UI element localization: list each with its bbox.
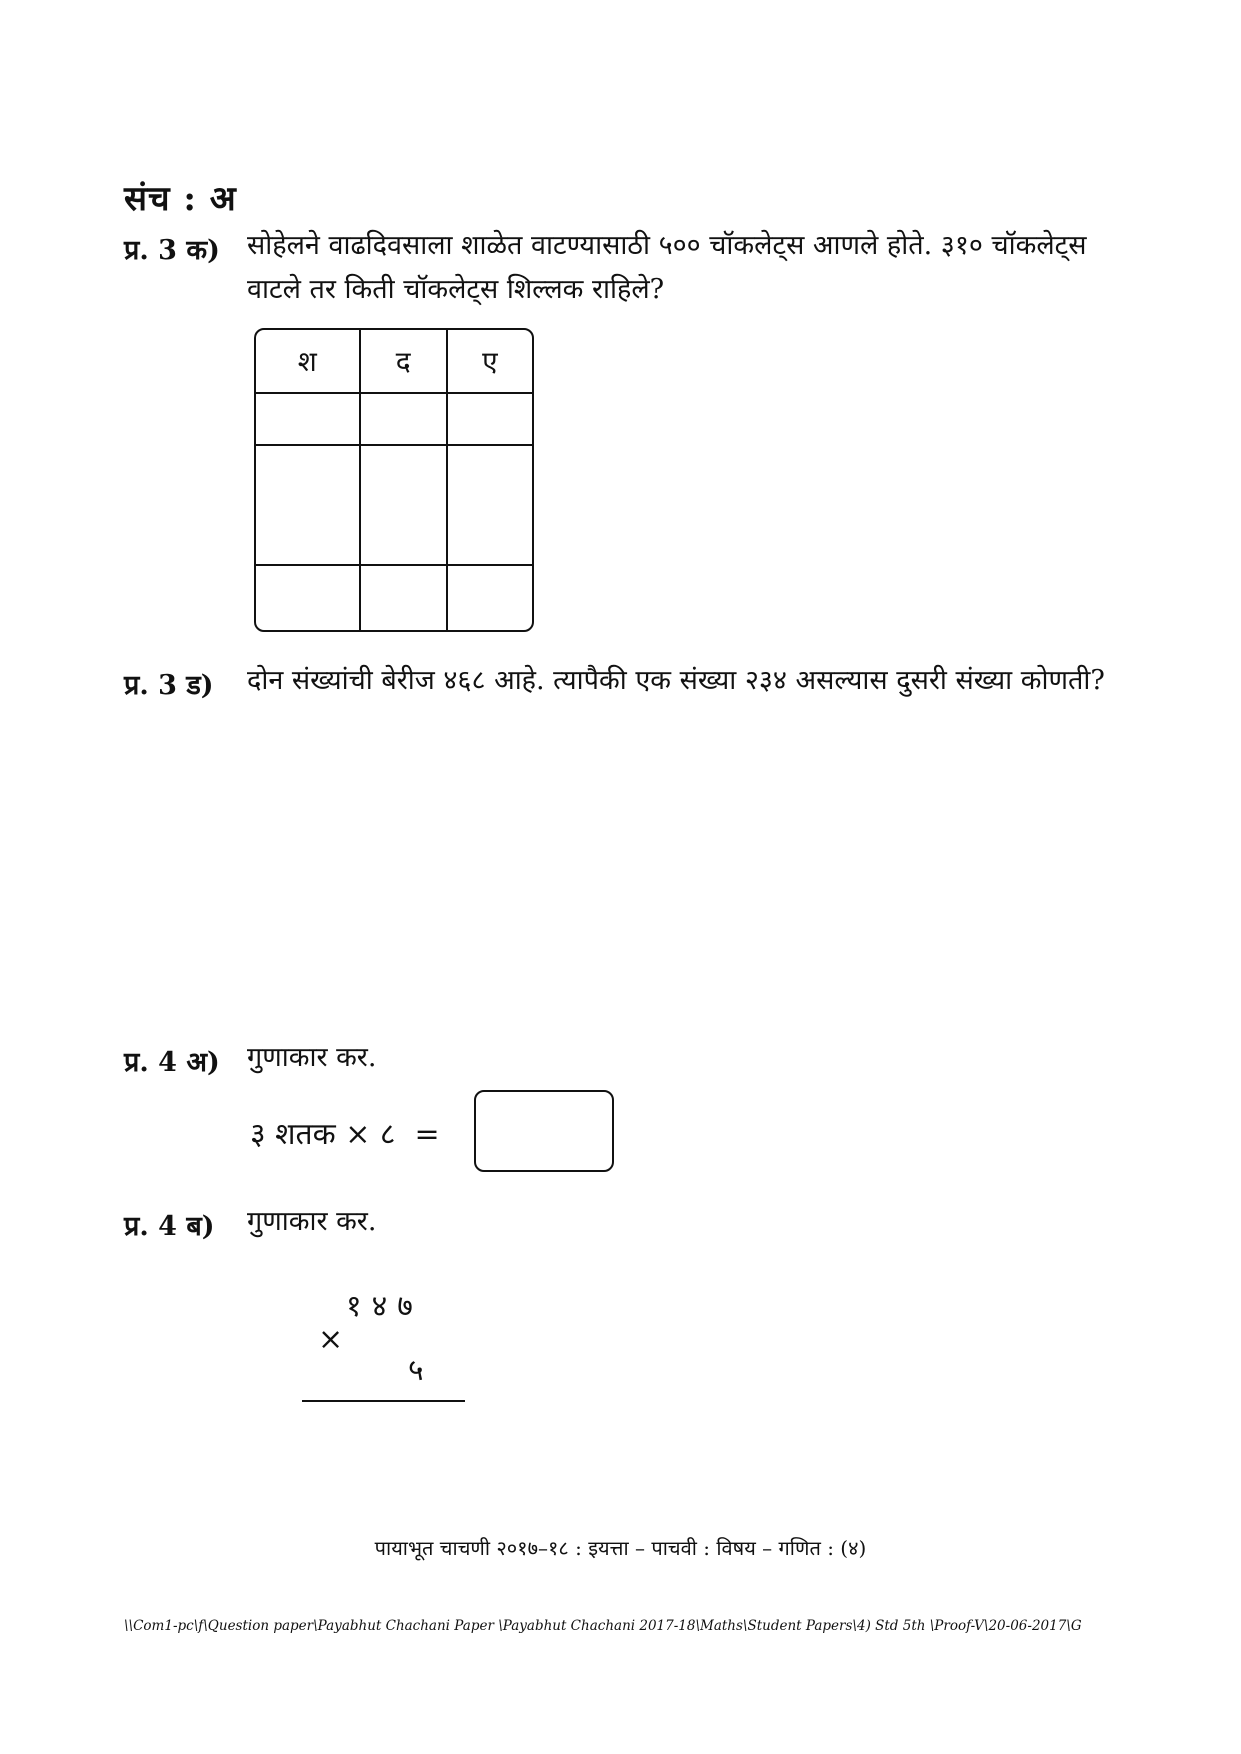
question-3d-text: दोन संख्यांची बेरीज ४६८ आहे. त्यापैकी एक संख्या २३४ असल्यास दुसरी संख्या कोणती? bbox=[247, 665, 1105, 696]
file-path: \\Com1-pc\f\Question paper\Payabhut Chachani Paper \Payabhut Chachani 2017-18\Maths\Student Papers\4) Std 5th \Proof-V\20-06-2017\G bbox=[124, 1618, 1082, 1634]
table-cell bbox=[447, 393, 532, 445]
header-ones: ए bbox=[447, 330, 532, 393]
answer-underline bbox=[302, 1400, 465, 1402]
table-cell bbox=[360, 445, 447, 565]
set-title: संच : अ bbox=[124, 179, 237, 219]
multiplicand: १४७ bbox=[346, 1289, 423, 1324]
table-cell bbox=[256, 393, 360, 445]
header-hundreds: श bbox=[256, 330, 360, 393]
table-cell bbox=[360, 565, 447, 632]
table-cell bbox=[256, 565, 360, 632]
table-cell bbox=[447, 445, 532, 565]
header-tens: द bbox=[360, 330, 447, 393]
page-footer: पायाभूत चाचणी २०१७–१८ : इयत्ता – पाचवी : विषय – गणित : (४) bbox=[374, 1536, 867, 1560]
question-4b-text: गुणाकार कर. bbox=[247, 1206, 377, 1237]
answer-box[interactable] bbox=[474, 1090, 614, 1172]
question-3d-label: प्र. 3 ड) bbox=[124, 670, 214, 701]
question-3c-label: प्र. 3 क) bbox=[124, 235, 220, 266]
table-cell bbox=[447, 565, 532, 632]
question-4b-label: प्र. 4 ब) bbox=[124, 1211, 215, 1242]
question-3c-line-2: वाटले तर किती चॉकलेट्स शिल्लक राहिले? bbox=[247, 274, 665, 305]
times-sign: × bbox=[318, 1322, 344, 1357]
question-4a-text: गुणाकार कर. bbox=[247, 1042, 377, 1073]
question-4a-label: प्र. 4 अ) bbox=[124, 1047, 220, 1078]
multiplier: ५ bbox=[408, 1353, 424, 1388]
question-3c-line-1: सोहेलने वाढदिवसाला शाळेत वाटण्यासाठी ५०० चॉकलेट्स आणले होते. ३१० चॉकलेट्स bbox=[247, 230, 1087, 261]
table-cell bbox=[256, 445, 360, 565]
place-value-table bbox=[254, 328, 534, 632]
question-3c-text bbox=[247, 224, 1117, 312]
table-cell bbox=[360, 393, 447, 445]
multiplication-expression: ३ शतक × ८ = bbox=[250, 1117, 440, 1152]
